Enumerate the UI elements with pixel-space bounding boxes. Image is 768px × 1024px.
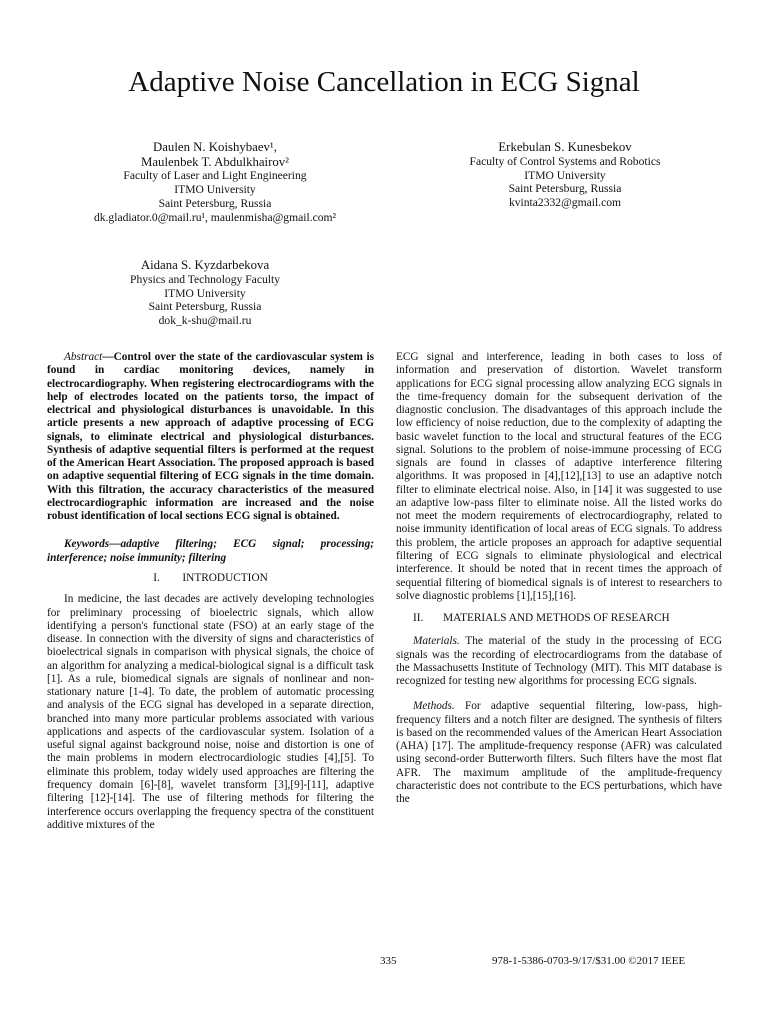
materials-paragraph: [396, 635, 722, 688]
author-affiliation: Physics and Technology Faculty: [130, 272, 280, 286]
copyright-line: 978-1-5386-0703-9/17/$31.00 ©2017 IEEE: [492, 955, 686, 967]
author-affiliation: Saint Petersburg, Russia: [508, 182, 622, 196]
page-number: 335: [380, 955, 397, 967]
author-block-2: [420, 140, 710, 210]
intro-paragraph: In medicine, the last decades are actively developing technologies for preliminary processing of bioelectric signals, which allow identifying a person's functional state (FSO) at an early stage of the disease. In connection with the diversity of signs and characteristics of bioelectrical signals in comparison with physical signals, the choice of an algorithm for analyzing a medical-biological signal is a difficult task [1]. As a rule, biomedical signals are signals of nonlinear and non-stationary nature [1-4]. To date, the problem of automatic processing and analysis of the ECG signal has developed in a separate direction, branched into many more particular problems associated with various applications and aspects of the cardiovascular system. Isolation of a useful signal against background noise, noise and distortion is one of the main problems in modern electrocardiologic studies [4],[5]. To eliminate this problem, today widely used approaches are filtering the frequency domain [6]-[8], wavelet transform [3],[9]-[11], adaptive filtering [12]-[14]. The use of filtering methods for filtering the interference occurs overlapping the frequency spectra of the constituent additive mixtures of the: [47, 593, 374, 831]
author-name: Erkebulan S. Kunesbekov: [498, 140, 632, 154]
abstract-text: —Control over the state of the cardiovascular system is found in cardiac monitoring devices, namely in electrocardiography. When registering electrocardiograms with the help of electrodes located on the patients torso, the impact of electrical and physiological disturbances is unavoidable. In this article presents a new approach of adaptive processing of ECG signals, to eliminate electrical and physiological disturbances. Synthesis of adaptive sequential filters is performed at the request of the American Heart Association. The proposed approach is based on adaptive sequential filtering of ECG signals in the time domain. With this filtration, the accuracy characteristics of the measured electrocardiographic information are increased and the noise robust identification of local sections ECG signal is obtained.: [47, 351, 374, 523]
abstract: [47, 351, 374, 523]
left-column: [47, 351, 374, 832]
materials-text: The material of the study in the processing of ECG signals was the recording of electrocardiograms from the database of the Massachusetts Institute of Technology (MIT). This MIT database is recognized for testing new algorithms for processing ECG signals.: [396, 635, 722, 688]
keywords-text: —adaptive filtering; ECG signal; processing; interference; noise immunity; filtering: [47, 538, 374, 564]
methods-label: Methods.: [413, 700, 455, 713]
methods-text: For adaptive sequential filtering, low-pass, high-frequency filters and a notch filter are designed. The synthesis of filters is based on the recommended values of the American Heart Association (AHA) [17]. The amplitude-frequency response (AFR) was calculated using second-order Butterworth filters. Such filters have the most flat AFR. The maximum amplitude of the amplitude-frequency characteristic does not contribute to the ECS perturbations, which have the: [396, 700, 722, 806]
paper-title: Adaptive Noise Cancellation in ECG Signal: [128, 66, 640, 98]
author-affiliation: Saint Petersburg, Russia: [148, 300, 262, 314]
right-column: [396, 351, 722, 807]
keywords-label: Keywords: [64, 538, 110, 551]
author-name: Aidana S. Kyzdarbekova: [140, 258, 270, 272]
author-affiliation: ITMO University: [524, 168, 606, 182]
author-affiliation: ITMO University: [174, 183, 256, 197]
keywords: [47, 538, 374, 565]
abstract-label: Abstract: [64, 351, 103, 363]
author-block-3: [60, 258, 350, 328]
author-affiliation: Saint Petersburg, Russia: [158, 197, 272, 210]
author-affiliation: ITMO University: [164, 286, 246, 300]
author-email: dk.gladiator.0@mail.ru¹, maulenmisha@gmail.com²: [93, 210, 337, 224]
section-heading-methods: II. MATERIALS AND METHODS OF RESEARCH: [413, 612, 670, 625]
author-email: dok_k-shu@mail.ru: [158, 314, 252, 328]
author-block-1: [60, 140, 370, 225]
body-paragraph: ECG signal and interference, leading in both cases to loss of information and preservation of distortion. Wavelet transform applications for ECG signal processing allow analyzing ECG signals in the time-frequency domain for the subsequent derivation of the diagnostic conclusion. The disadvantages of this approach include the low efficiency of noise reduction, due to the complexity of adapting the basic wavelet function to the local and structural features of the ECG signal. Solutions to the problem of noise-immune processing of ECG signals are found in classes of adaptive interference filtering algorithms. It was proposed in [4],[12],[13] to use an adaptive notch filter to eliminate electrical noise. Also, in [14] it was suggested to use an adaptive low-pass filter to eliminate noise. All the listed works do not meet the modern requirements of electrocardiography, related to noise immunity identification of local areas of ECG signals. To address this problem, the article proposes an approach for adaptive sequential filtering of ECG signals to eliminate physiological and electrical interference. It should be noted that in recent times the approach of sequential filtering of biomedical signals is of interest to researchers to solve diagnostic problems [1],[15],[16].: [396, 351, 722, 602]
materials-label: Materials.: [413, 635, 460, 648]
author-affiliation: Faculty of Control Systems and Robotics: [469, 154, 661, 168]
author-affiliation: Faculty of Laser and Light Engineering: [123, 169, 307, 183]
author-email: kvinta2332@gmail.com: [508, 196, 622, 210]
author-name: Maulenbek T. Abdulkhairov²: [140, 154, 289, 169]
methods-paragraph: [396, 700, 722, 806]
author-name: Daulen N. Koishybaev¹,: [153, 140, 277, 154]
section-heading-introduction: I. INTRODUCTION: [153, 571, 268, 584]
